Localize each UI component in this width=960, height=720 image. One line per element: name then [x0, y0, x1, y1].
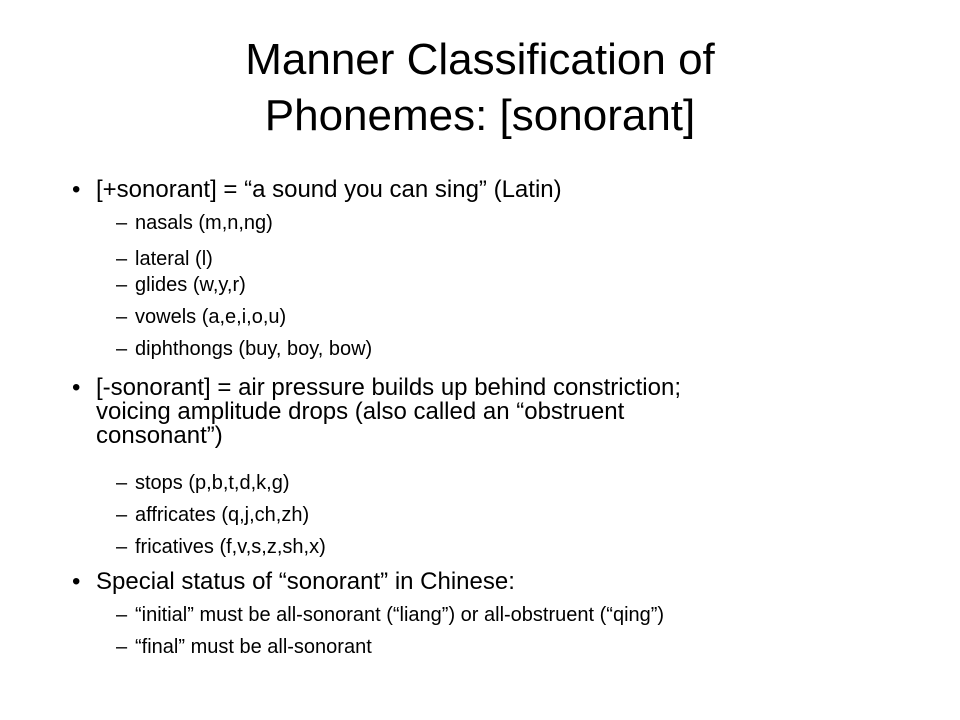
- sub-bullet-text: “final” must be all-sonorant: [135, 636, 372, 658]
- bullet-text: [+sonorant] = “a sound you can sing” (Latin): [96, 176, 562, 203]
- dash-marker: –: [116, 338, 128, 360]
- dash-marker: –: [116, 212, 128, 234]
- sub-bullet-text: nasals (m,n,ng): [135, 212, 273, 234]
- bullet-marker: •: [72, 568, 81, 595]
- dash-marker: –: [116, 536, 128, 558]
- dash-marker: –: [116, 504, 128, 526]
- bullet-text: Special status of “sonorant” in Chinese:: [96, 568, 515, 595]
- sub-bullet-text: vowels (a,e,i,o,u): [135, 306, 287, 328]
- sub-bullet-text: “initial” must be all-sonorant (“liang”) or all-obstruent (“qing”): [135, 604, 665, 626]
- slide-title: Manner Classification of Phonemes: [sonorant]: [245, 35, 715, 140]
- sub-bullet-text: stops (p,b,t,d,k,g): [135, 472, 290, 494]
- dash-marker: –: [116, 274, 128, 296]
- bullet-marker: •: [72, 374, 81, 401]
- sub-bullet-text: affricates (q,j,ch,zh): [135, 504, 310, 526]
- bullet-marker: •: [72, 176, 81, 203]
- dash-marker: –: [116, 248, 128, 270]
- dash-marker: –: [116, 636, 128, 658]
- sub-bullet-text: fricatives (f,v,s,z,sh,x): [135, 536, 326, 558]
- dash-marker: –: [116, 306, 128, 328]
- dash-marker: –: [116, 604, 128, 626]
- sub-bullet-text: lateral (l): [135, 248, 213, 270]
- bullet-text: [-sonorant] = air pressure builds up behind constriction; voicing amplitude drops (also called an “obstruent consonant”): [96, 374, 681, 449]
- sub-bullet-text: glides (w,y,r): [135, 274, 246, 296]
- sub-bullet-text: diphthongs (buy, boy, bow): [135, 338, 373, 360]
- dash-marker: –: [116, 472, 128, 494]
